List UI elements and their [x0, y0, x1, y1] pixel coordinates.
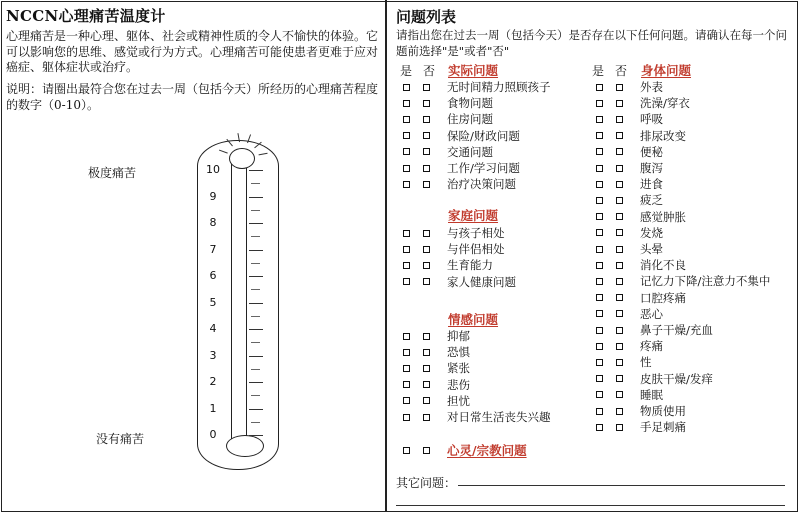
yes-checkbox[interactable]: [596, 310, 603, 317]
yes-checkbox[interactable]: [596, 278, 603, 285]
no-checkbox[interactable]: [423, 165, 430, 172]
problem-label: 恐惧: [447, 345, 470, 360]
list-item-physical: [596, 209, 686, 225]
problem-label: 腹泻: [640, 161, 663, 175]
no-checkbox[interactable]: [423, 278, 430, 285]
problem-label: 住房问题: [447, 112, 493, 127]
yes-checkbox[interactable]: [596, 391, 603, 398]
scale-number[interactable]: 4: [209, 322, 217, 335]
scale-number[interactable]: 1: [209, 401, 217, 415]
problem-label: 排尿改变: [640, 128, 686, 143]
problem-label: 外表: [640, 80, 663, 94]
list-item-physical: [596, 257, 686, 273]
list-item-family: [403, 241, 505, 257]
no-checkbox[interactable]: [423, 181, 430, 188]
problem-label: 皮肤干燥/发痒: [640, 371, 713, 386]
list-item-family: [403, 257, 493, 273]
problem-label: 恶心: [640, 306, 663, 321]
scale-minor-tick: [251, 263, 260, 264]
scale-minor-tick: [251, 369, 260, 370]
thermometer-top-bulb: [229, 148, 255, 169]
list-item-practical: [403, 144, 493, 160]
yes-header-right: 是: [592, 64, 605, 78]
thermometer-tube: [231, 160, 247, 443]
problem-label: 感觉肿胀: [640, 209, 686, 224]
problem-label: 便秘: [640, 144, 663, 159]
instruction-text: 说明：请圈出最符合您在过去一周（包括今天）所经历的心理痛苦程度的数字（0-10）。: [6, 82, 379, 112]
no-checkbox[interactable]: [616, 262, 623, 269]
yes-checkbox[interactable]: [403, 262, 410, 269]
scale-number[interactable]: 7: [209, 242, 217, 256]
problem-label: 头晕: [640, 242, 663, 256]
list-item-physical: [596, 79, 663, 95]
no-checkbox[interactable]: [423, 230, 430, 237]
yes-checkbox[interactable]: [403, 381, 410, 388]
scale-tick: [249, 329, 263, 330]
yes-checkbox[interactable]: [596, 359, 603, 366]
list-item-physical: [596, 241, 663, 257]
label-no-distress: 没有痛苦: [96, 432, 145, 446]
yes-checkbox[interactable]: [596, 132, 603, 139]
yes-checkbox[interactable]: [596, 229, 603, 236]
yes-checkbox[interactable]: [596, 343, 603, 350]
page-title: NCCN心理痛苦温度计: [6, 7, 166, 25]
no-checkbox[interactable]: [616, 148, 623, 155]
intro-text: 心理痛苦是一种心理、躯体、社会或精神性质的令人不愉快的体验。它可以影响您的思维、感觉或行为方式。心理痛苦可能使患者更难于应对癌症、躯体症状或治疗。: [6, 29, 379, 74]
scale-tick: [249, 223, 263, 224]
no-checkbox[interactable]: [616, 132, 623, 139]
no-checkbox[interactable]: [616, 408, 623, 415]
yes-checkbox[interactable]: [596, 262, 603, 269]
yes-checkbox[interactable]: [403, 397, 410, 404]
problem-label: 抑郁: [447, 329, 470, 343]
list-item-practical: [403, 79, 551, 95]
yes-checkbox[interactable]: [403, 365, 410, 372]
other-problems-label: 其它问题：: [396, 476, 457, 490]
problem-label: 洗澡/穿衣: [640, 96, 690, 111]
list-item-physical: [596, 403, 686, 419]
list-item-emotional: [403, 377, 470, 393]
problem-label: 家人健康问题: [447, 274, 516, 289]
list-item-emotional: [403, 328, 470, 344]
list-item-practical: [403, 95, 493, 111]
problem-label: 无时间精力照顾孩子: [447, 80, 551, 94]
no-checkbox[interactable]: [423, 381, 430, 388]
yes-checkbox[interactable]: [596, 375, 603, 382]
yes-checkbox[interactable]: [596, 246, 603, 253]
yes-checkbox[interactable]: [596, 213, 603, 220]
no-checkbox[interactable]: [423, 246, 430, 253]
problem-label: 生育能力: [447, 258, 493, 273]
no-checkbox[interactable]: [423, 447, 430, 454]
scale-tick: [249, 250, 263, 251]
problem-label: 睡眠: [640, 387, 663, 402]
list-item-physical: [596, 371, 713, 387]
problem-label: 交通问题: [447, 144, 493, 159]
category-physical: 身体问题: [641, 63, 692, 78]
scale-minor-tick: [251, 422, 260, 423]
list-item-physical: [596, 306, 663, 322]
yes-checkbox[interactable]: [596, 148, 603, 155]
other-problems-line[interactable]: [458, 485, 785, 486]
yes-checkbox[interactable]: [596, 100, 603, 107]
no-checkbox[interactable]: [423, 132, 430, 139]
no-checkbox[interactable]: [616, 424, 623, 431]
problem-label: 疲乏: [640, 193, 663, 208]
problem-label: 记忆力下降/注意力不集中: [640, 274, 771, 289]
list-item-family: [403, 225, 505, 241]
no-checkbox[interactable]: [423, 100, 430, 107]
no-checkbox[interactable]: [616, 181, 623, 188]
list-item-practical: [403, 111, 493, 127]
yes-checkbox[interactable]: [596, 181, 603, 188]
no-checkbox[interactable]: [423, 116, 430, 123]
no-checkbox[interactable]: [616, 246, 623, 253]
list-item-emotional: [403, 409, 551, 425]
yes-checkbox[interactable]: [403, 100, 410, 107]
yes-checkbox[interactable]: [403, 148, 410, 155]
no-checkbox[interactable]: [423, 148, 430, 155]
list-item-physical: [596, 111, 663, 127]
problem-label: 悲伤: [447, 377, 470, 392]
list-item-physical: [596, 290, 686, 306]
no-checkbox[interactable]: [616, 391, 623, 398]
yes-checkbox[interactable]: [403, 132, 410, 139]
list-item-physical: [596, 192, 663, 208]
problem-label: 对日常生活丧失兴趣: [447, 410, 551, 424]
problem-label: 疼痛: [640, 339, 663, 354]
list-item-physical: [596, 322, 713, 338]
label-extreme-distress: 极度痛苦: [88, 166, 137, 180]
no-checkbox[interactable]: [616, 294, 623, 301]
list-item-practical: [403, 128, 520, 144]
problem-label: 担忧: [447, 393, 470, 408]
yes-checkbox[interactable]: [403, 447, 410, 454]
thermometer-bottom-bulb: [226, 435, 264, 457]
yes-header-left: 是: [400, 64, 413, 78]
yes-checkbox[interactable]: [403, 181, 410, 188]
list-item-physical: [596, 128, 686, 144]
problem-label: 口腔疼痛: [640, 290, 686, 305]
problem-label: 发烧: [640, 225, 663, 240]
yes-checkbox[interactable]: [403, 165, 410, 172]
scale-minor-tick: [251, 316, 260, 317]
scale-minor-tick: [251, 342, 260, 343]
no-checkbox[interactable]: [616, 310, 623, 317]
yes-checkbox[interactable]: [596, 165, 603, 172]
scale-minor-tick: [251, 210, 260, 211]
list-item-emotional: [403, 344, 470, 360]
yes-checkbox[interactable]: [596, 116, 603, 123]
scale-number[interactable]: 6: [209, 269, 217, 282]
list-item-spiritual: [403, 442, 527, 458]
yes-checkbox[interactable]: [403, 414, 410, 421]
list-item-physical: [596, 273, 770, 289]
no-checkbox[interactable]: [616, 343, 623, 350]
scale-number[interactable]: 5: [209, 295, 217, 309]
problem-label: 食物问题: [447, 96, 493, 111]
problem-label: 与伴侣相处: [447, 242, 505, 257]
scale-tick: [249, 435, 263, 436]
scale-number[interactable]: 0: [209, 428, 217, 441]
list-item-practical: [403, 160, 520, 176]
scale-number[interactable]: 3: [209, 348, 217, 362]
problem-list-title: 问题列表: [396, 8, 457, 26]
no-checkbox[interactable]: [423, 262, 430, 269]
no-checkbox[interactable]: [616, 165, 623, 172]
list-item-physical: [596, 144, 663, 160]
list-item-physical: [596, 225, 663, 241]
yes-checkbox[interactable]: [596, 84, 603, 91]
list-item-physical: [596, 419, 686, 435]
scale-tick: [249, 303, 263, 304]
other-problems-line-2[interactable]: [396, 505, 785, 506]
no-checkbox[interactable]: [423, 414, 430, 421]
problem-label: 工作/学习问题: [447, 161, 520, 175]
no-checkbox[interactable]: [423, 349, 430, 356]
problem-label: 紧张: [447, 361, 470, 376]
scale-tick: [249, 197, 263, 198]
problem-label: 保险/财政问题: [447, 128, 520, 143]
yes-checkbox[interactable]: [403, 349, 410, 356]
yes-checkbox[interactable]: [596, 197, 603, 204]
yes-checkbox[interactable]: [403, 333, 410, 340]
panel-divider: [385, 0, 387, 512]
list-item-physical: [596, 338, 663, 354]
category-family: 家庭问题: [448, 208, 499, 223]
scale-minor-tick: [251, 236, 260, 237]
problem-label: 进食: [640, 177, 663, 192]
no-header-right: 否: [615, 64, 628, 78]
scale-minor-tick: [251, 395, 260, 396]
scale-minor-tick: [251, 289, 260, 290]
no-checkbox[interactable]: [616, 327, 623, 334]
no-checkbox[interactable]: [616, 197, 623, 204]
problem-label: 性: [640, 355, 652, 370]
scale-number[interactable]: 2: [209, 375, 217, 388]
yes-checkbox[interactable]: [596, 294, 603, 301]
no-checkbox[interactable]: [423, 365, 430, 372]
no-checkbox[interactable]: [616, 359, 623, 366]
no-checkbox[interactable]: [616, 116, 623, 123]
list-item-emotional: [403, 393, 470, 409]
scale-tick: [249, 276, 263, 277]
category-emotional: 情感问题: [448, 312, 499, 327]
yes-checkbox[interactable]: [403, 230, 410, 237]
problem-label: 手足刺痛: [640, 420, 686, 435]
yes-checkbox[interactable]: [403, 246, 410, 253]
scale-tick: [249, 409, 263, 410]
yes-checkbox[interactable]: [596, 327, 603, 334]
category-practical: 实际问题: [448, 63, 499, 78]
no-header-left: 否: [423, 64, 436, 78]
no-checkbox[interactable]: [616, 278, 623, 285]
yes-checkbox[interactable]: [596, 408, 603, 415]
no-checkbox[interactable]: [616, 229, 623, 236]
problem-list-instruction: 请指出您在过去一周（包括今天）是否存在以下任何问题。请确认在每一个问题前选择"是"或者"否": [396, 28, 787, 58]
problem-label: 与孩子相处: [447, 226, 505, 240]
list-item-physical: [596, 387, 663, 403]
problem-label: 呼吸: [640, 112, 663, 127]
no-checkbox[interactable]: [616, 375, 623, 382]
no-checkbox[interactable]: [423, 397, 430, 404]
list-item-physical: [596, 176, 663, 192]
list-item-physical: [596, 354, 652, 370]
scale-minor-tick: [251, 183, 260, 184]
no-checkbox[interactable]: [423, 84, 430, 91]
scale-tick: [249, 170, 263, 171]
yes-checkbox[interactable]: [403, 116, 410, 123]
scale-tick: [249, 356, 263, 357]
no-checkbox[interactable]: [616, 213, 623, 220]
list-item-family: [403, 274, 516, 290]
problem-label: 物质使用: [640, 404, 686, 418]
list-item-emotional: [403, 360, 470, 376]
no-checkbox[interactable]: [616, 100, 623, 107]
scale-number[interactable]: 10: [206, 163, 220, 176]
list-item-physical: [596, 95, 690, 111]
problem-label: 鼻子干燥/充血: [640, 323, 713, 337]
problem-label: 消化不良: [640, 258, 686, 273]
no-checkbox[interactable]: [423, 333, 430, 340]
scale-number[interactable]: 8: [209, 216, 217, 229]
list-item-practical: [403, 176, 516, 192]
yes-checkbox[interactable]: [403, 278, 410, 285]
scale-number[interactable]: 9: [209, 189, 217, 203]
yes-checkbox[interactable]: [596, 424, 603, 431]
yes-checkbox[interactable]: [403, 84, 410, 91]
problem-label: 治疗决策问题: [447, 177, 516, 192]
scale-tick: [249, 382, 263, 383]
list-item-physical: [596, 160, 663, 176]
category-spiritual: 心灵/宗教问题: [447, 443, 527, 458]
no-checkbox[interactable]: [616, 84, 623, 91]
